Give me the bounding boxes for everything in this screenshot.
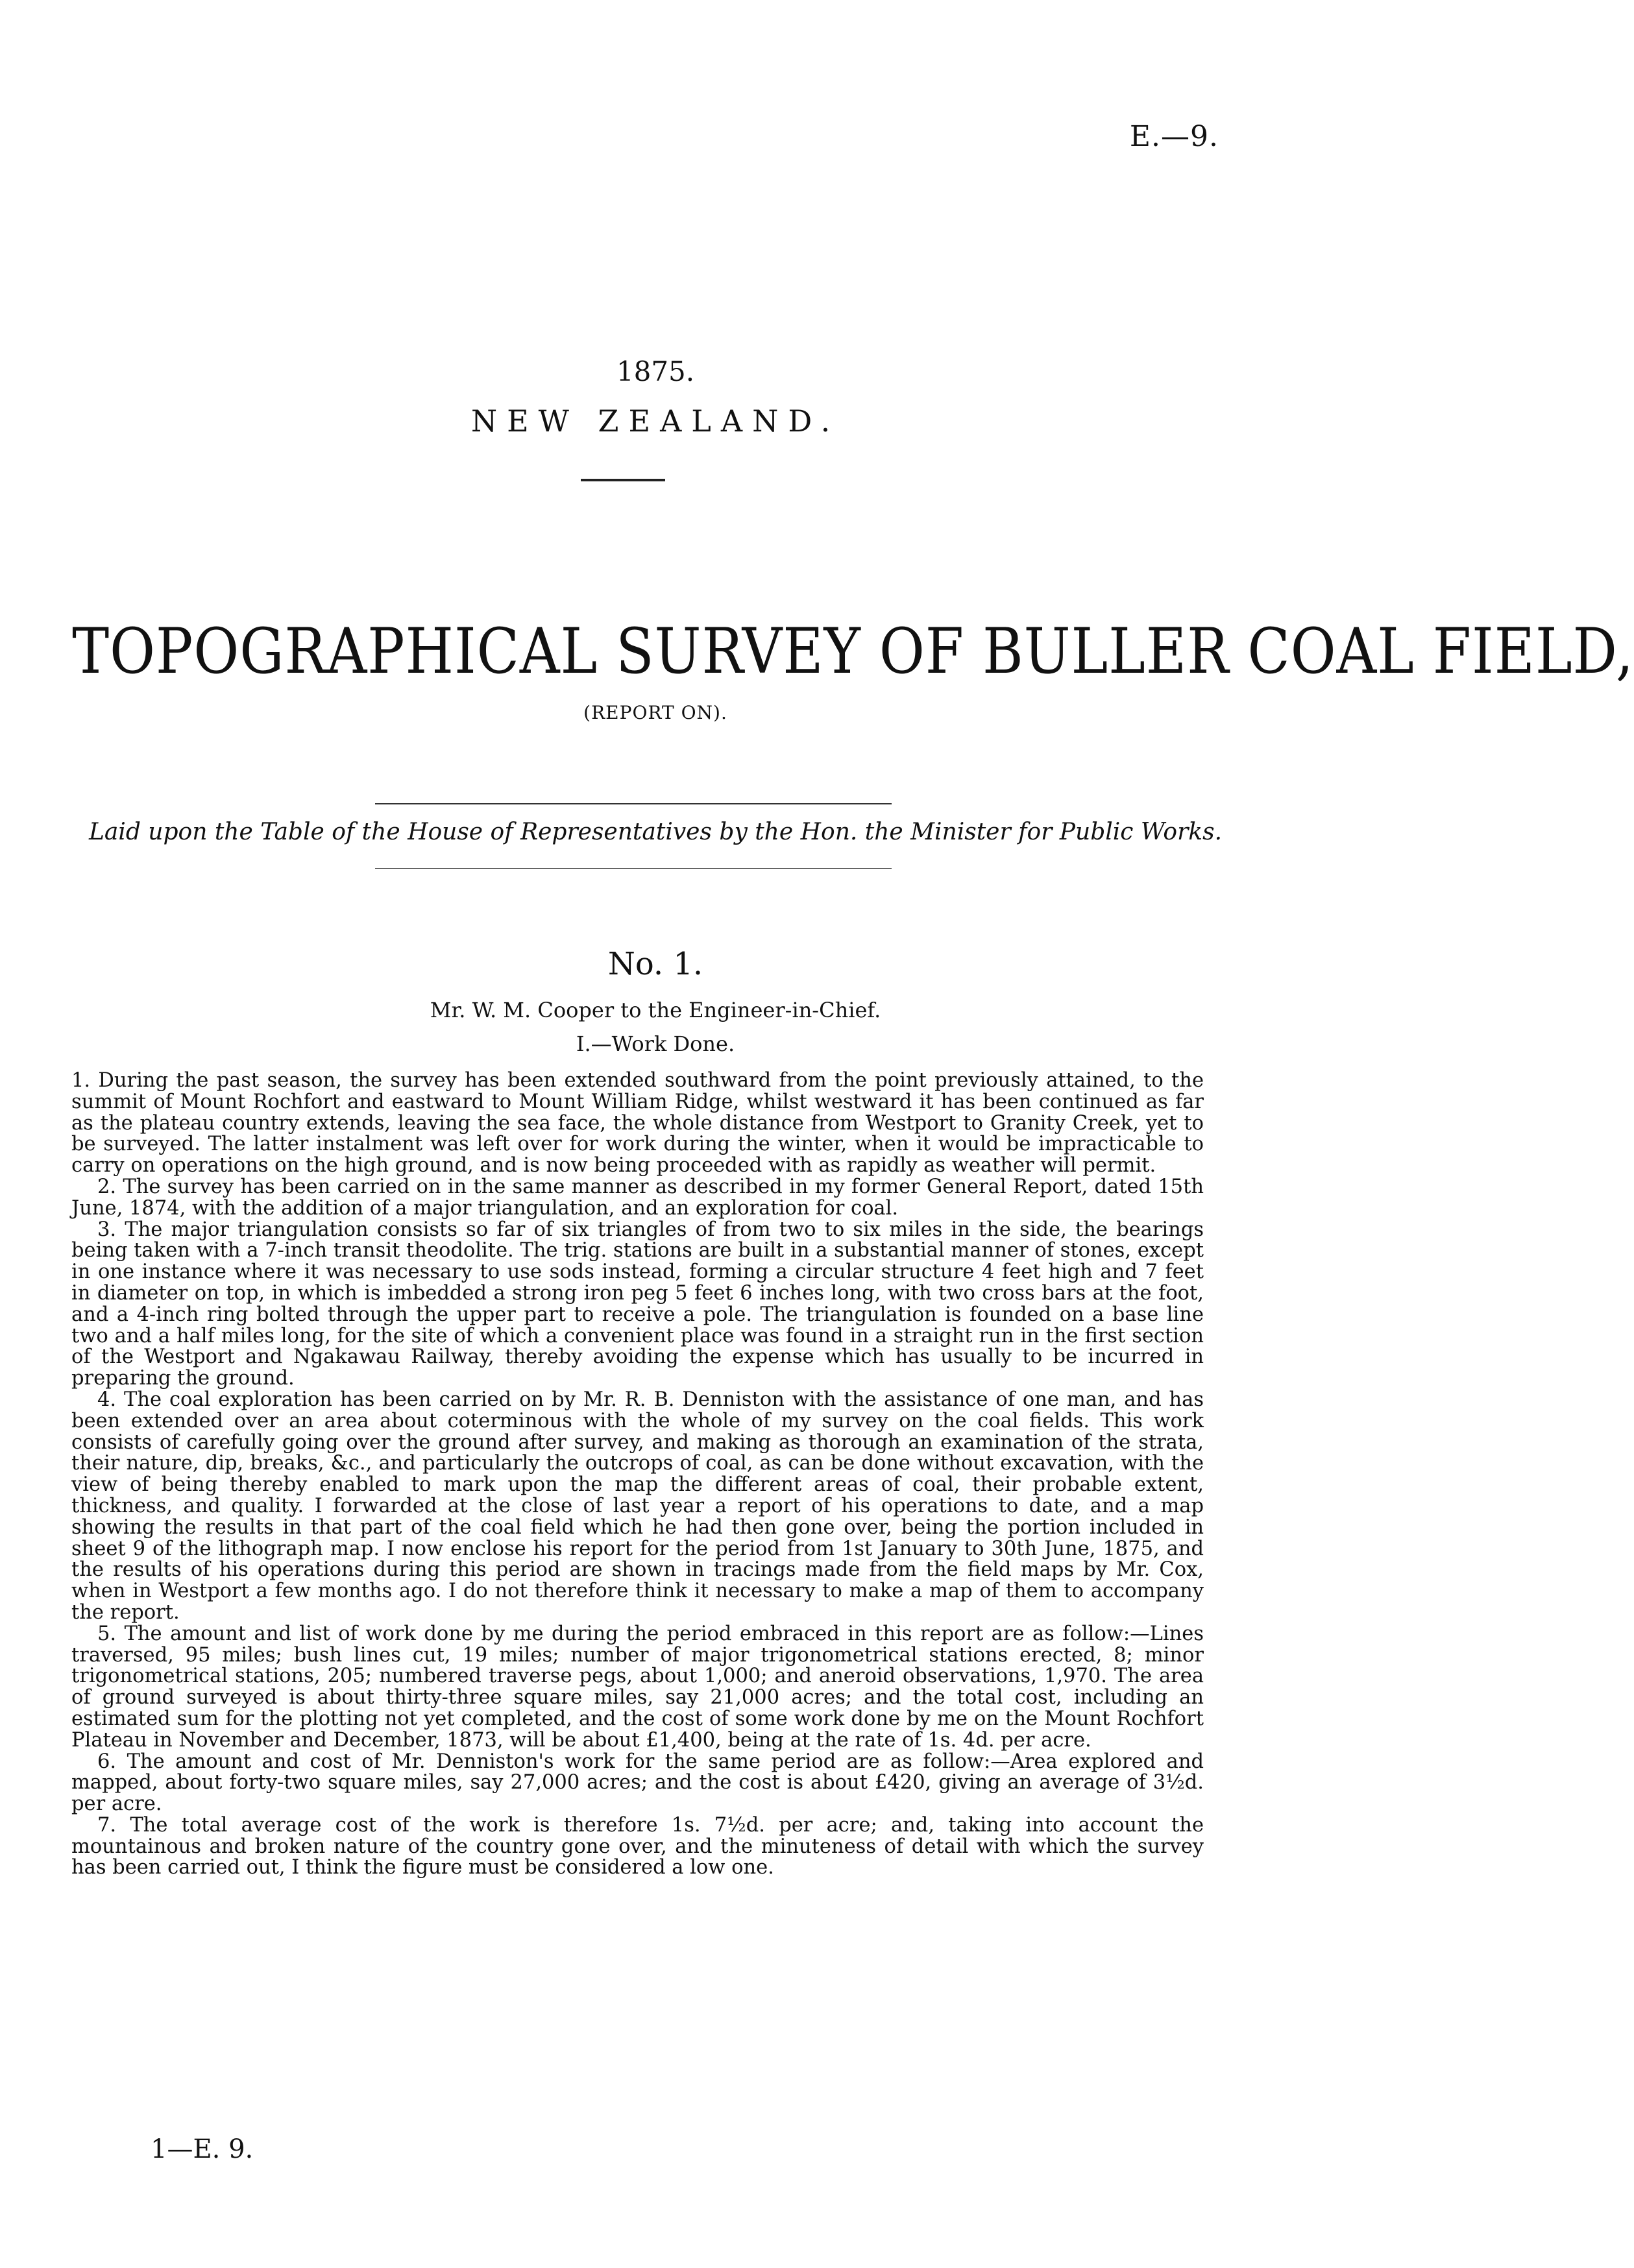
section-heading: I.—Work Done. [576,1031,735,1056]
paragraph-4: 4. The coal exploration has been carried on by Mr. R. B. Denniston with the assistance of one man, and has been extended over an area about coterminous with the whole of my survey on the coal fields. This work consists of carefully going over the ground after survey, and making as thorough an examination of the strata, their nature, dip, breaks, &c., and particularly the outcrops of coal, as can be done without excavation, with the view of being thereby enabled to mark upon the map the different areas of coal, their probable extent, thickness, and quality. I forwarded at the close of last year a report of his operations to date, and a map showing the results in that part of the coal field which he had then gone over, being the portion included in sheet 9 of the lithograph map. I now enclose his report for the period from 1st January to 30th June, 1875, and the results of his operations during this period are shown in tracings made from the field maps by Mr. Cox, when in Westport a few months ago. I do not therefore think it necessary to make a map of them to accompany the report. [71,1388,1204,1624]
laid-upon-table-line: Laid upon the Table of the House of Representatives by the Hon. the Minister for Public Works. [88,819,1223,845]
paragraph-3: 3. The major triangulation consists so far of six triangles of from two to six miles in the side, the bearings being taken with a 7-inch transit theodolite. The trig. stations are built in a substantial manner of stones, except in one instance where it was necessary to use sods instead, forming a circular structure 4 feet high and 7 feet in diameter on top, in which is imbedded a strong iron peg 5 feet 6 inches long, with two cross bars at the foot, and a 4-inch ring bolted through the upper part to receive a pole. The triangulation is founded on a base line two and a half miles long, for the site of which a convenient place was found in a straight run in the first section of the Westport and Ngakawau Railway, thereby avoiding the expense which has usually to be incurred in preparing the ground. [71,1218,1204,1390]
paragraph-7: 7. The total average cost of the work is therefore 1s. 7½d. per acre; and, taking into account the mountainous and broken nature of the country gone over, and the minuteness of detail with which the survey has been carried out, I think the figure must be considered a low one. [71,1813,1204,1879]
addressee-line: Mr. W. M. Cooper to the Engineer-in-Chief. [430,998,881,1022]
document-subtitle: (REPORT ON). [583,702,727,723]
report-body [71,1070,1204,1879]
page-reference: E.—9. [1129,120,1219,153]
divider-bottom [375,868,892,869]
paragraph-6: 6. The amount and cost of Mr. Denniston's work for the same period are as follow:—Area explored and mapped, about forty-two square miles, say 27,000 acres; and the cost is about £420, giving an average of 3½d. per acre. [71,1750,1204,1816]
document-title: TOPOGRAPHICAL SURVEY OF BULLER COAL FIELD, [72,615,1634,688]
paragraph-2: 2. The survey has been carried on in the same manner as described in my former General Report, dated 15th June, 1874, with the addition of a major triangulation, and an exploration for coal. [71,1175,1204,1220]
paragraph-1: 1. During the past season, the survey has been extended southward from the point previously attained, to the summit of Mount Rochfort and eastward to Mount William Ridge, whilst westward it has been continued as far as the plateau country extends, leaving the sea face, the whole distance from Westport to Granity Creek, yet to be surveyed. The latter instalment was left over for work during the winter, when it would be impracticable to carry on operations on the high ground, and is now being proceeded with as rapidly as weather will permit. [71,1069,1204,1177]
document-country: NEW ZEALAND. [470,404,840,439]
document-number: No. 1. [607,946,703,982]
paragraph-5: 5. The amount and list of work done by me during the period embraced in this report are as follow:—Lines traversed, 95 miles; bush lines cut, 19 miles; number of major trigonometrical stations erected, 8; minor trigonometrical stations, 205; numbered traverse pegs, about 1,000; and aneroid observations, 1,970. The area of ground surveyed is about thirty-three square miles, say 21,000 acres; and the total cost, including an estimated sum for the plotting not yet completed, and the cost of some work done by me on the Mount Rochfort Plateau in November and December, 1873, will be about £1,400, being at the rate of 1s. 4d. per acre. [71,1622,1204,1752]
footer-reference: 1—E. 9. [151,2134,254,2164]
document-year: 1875. [616,356,695,387]
short-divider [581,479,665,481]
divider-top [375,803,892,804]
